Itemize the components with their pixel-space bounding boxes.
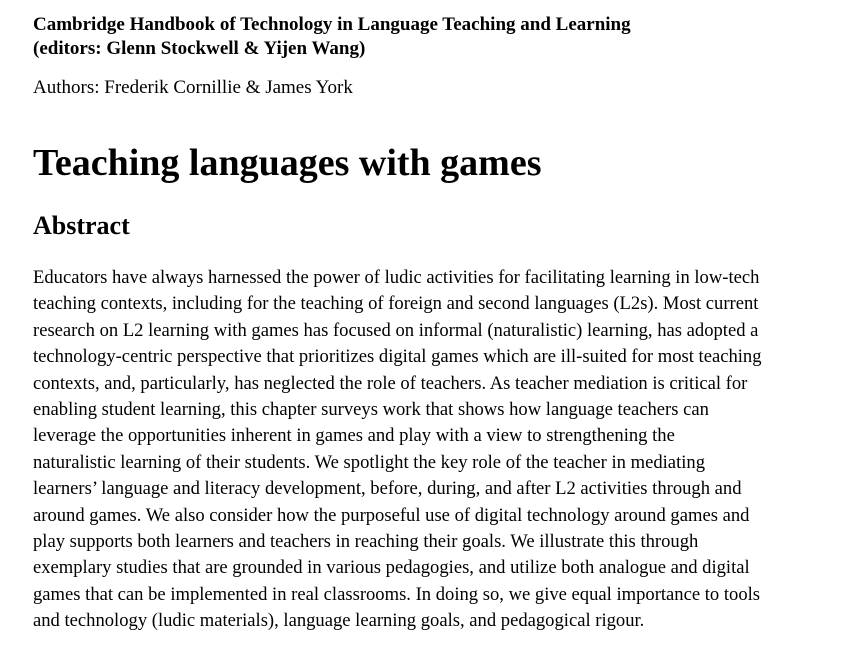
abstract-line: exemplary studies that are grounded in various pedagogies, and utilize both analogue and digital [33,557,750,579]
abstract-line: games that can be implemented in real classrooms. In doing so, we give equal importance to tools [33,583,761,605]
chapter-title: Teaching languages with games [33,142,542,184]
authors-line: Authors: Frederik Cornillie & James York [33,77,353,98]
abstract-line: research on L2 learning with games has focused on informal (naturalistic) learning, has adopted a [33,319,759,341]
book-title-line-1: Cambridge Handbook of Technology in Language Teaching and Learning [33,14,631,35]
book-title-line-2: (editors: Glenn Stockwell & Yijen Wang) [33,38,366,59]
abstract-line: teaching contexts, including for the teaching of foreign and second languages (L2s). Most current [33,293,759,315]
book-title [33,13,631,61]
abstract-line: contexts, and, particularly, has neglected the role of teachers. As teacher mediation is critical for [33,372,748,394]
abstract-line: learners’ language and literacy development, before, during, and after L2 activities through and [33,478,742,500]
abstract-line: enabling student learning, this chapter surveys work that shows how language teachers can [33,399,709,421]
abstract-paragraph [33,265,833,635]
abstract-line: naturalistic learning of their students. We spotlight the key role of the teacher in mediating [33,451,705,473]
abstract-line: play supports both learners and teachers in reaching their goals. We illustrate this through [33,531,699,553]
abstract-heading: Abstract [33,211,130,240]
abstract-line: leverage the opportunities inherent in games and play with a view to strengthening the [33,425,675,447]
abstract-line: around games. We also consider how the purposeful use of digital technology around games and [33,504,750,526]
abstract-line: technology-centric perspective that prioritizes digital games which are ill-suited for most teaching [33,346,762,368]
abstract-line: Educators have always harnessed the power of ludic activities for facilitating learning in low-tech [33,267,760,288]
abstract-line: and technology (ludic materials), language learning goals, and pedagogical rigour. [33,610,645,632]
